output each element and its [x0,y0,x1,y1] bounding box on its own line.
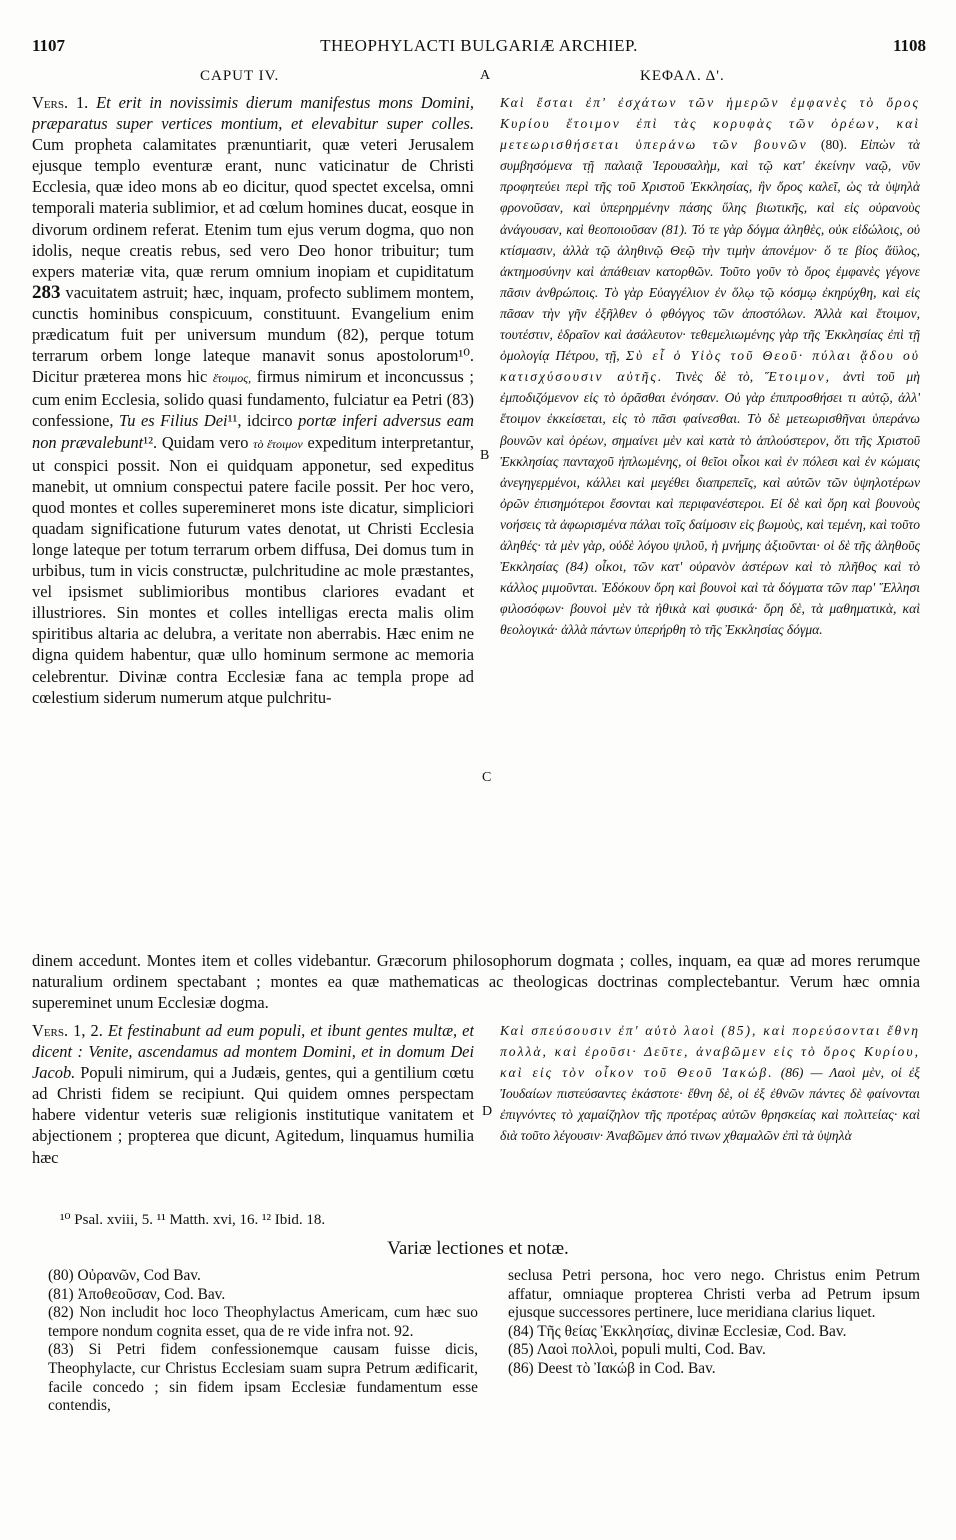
scripture-footnotes: ¹⁰ Psal. xviii, 5. ¹¹ Matth. xvi, 16. ¹² Ibid. 18. [60,1212,326,1228]
greek-verse: Καὶ ἔσται ἐπ' ἐσχάτων τῶν ἡμερῶν ἐμφανὲς τὸ ὄρος Κυρίου ἕτοιμον ἐπὶ τὰς κορυφὰς τῶν ὀρέων, καὶ μετεωρισθήσεται ὑπεράνω τῶν βουνῶν [500,95,920,153]
note-item: (80) Οὐρανῶν, Cod Bav. [48,1267,201,1284]
margin-letter-c: C [482,770,492,785]
verse-label: Vers. 1, 2. [32,1021,103,1040]
latin-full-width-text: dinem accedunt. Montes item et colles videbantur. Græcorum philosophorum dogmata ; colles, inquam, ea quæ ad mores rerumque naturalium ordinem spectabant ; montes ea quæ mathematicas ac theologicas doctrinas complectebantur. Verum hæc omnia supereminet unum Ecclesiæ dogma. [32,951,920,1013]
verse-quote: Et festinabunt ad eum populi, et ibunt gentes multæ, et dicent : Venite, ascendamus ad montem Domini, et in domum Dei Jacob. [32,1021,474,1083]
latin-text: firmus nimirum et inconcussus ; cum enim Ecclesia, solido quasi fundamento, fulciatur ea Petri (83) confessione, [32,367,474,431]
note-ref: (80). [820,137,847,153]
greek-text: (86) — Λαοὶ μὲν, οἱ ἐξ Ἰουδαίων πιστεύσαντες ἑκάστοτε· ἔθνη δὲ, οἱ ἐξ ἐθνῶν πάντες δὲ φαίνονται ἐπιγνόντες τὸ χαμαίζηλον τῆς προτέρας αὐτῶν θρησκείας καὶ πολιτείας· καὶ διὰ τοῦτο λέγουσιν· Ἀναβῶμεν ἀπό τινων χθαμαλῶν ἐπὶ τὰ ὑψηλὰ [500,1065,920,1144]
latin-text: Populi nimirum, qui a Judæis, gentes, qui a gentilium cœtu ad Christi fidem se recipiunt. Qui quidem omnes perspectam habere videntur veteris suæ religionis institutique vanitatem et abjectionem ; propterea que dicunt, Agitedum, linquamus humilia hæc [32,1063,474,1167]
latin-text: Quidam vero [161,432,249,452]
latin-column [32,92,474,949]
footnote-ref: ¹¹ [227,411,238,431]
running-header [32,36,926,60]
margin-letter-b: B [480,448,490,463]
margin-letter-a: A [480,68,491,83]
note-item: (83) Si Petri fidem confessionemque causam fuisse dicis, Theophylacte, cur Christus Ecclesiam suam supra Petrum ædificarit, facile concedo ; sin fidem ipsam Ecclesiæ fundamentum esse contendis, [48,1341,478,1415]
greek-verse: Καὶ σπεύσουσιν ἐπ' αὐτὸ λαοὶ (85), καὶ πορεύσονται ἔθνη πολλὰ, καὶ ἐροῦσι· Δεῦτε, ἀναβῶμεν εἰς τὸ ὄρος Κυρίου, καὶ εἰς τὸν οἶκον τοῦ Θεοῦ Ἰακώβ. [500,1023,920,1081]
notes-right [508,1267,920,1379]
note-item: (85) Λαοὶ πολλοὶ, populi multi, Cod. Bav. [508,1341,766,1359]
latin-column-2 [32,1020,474,1204]
greek-column [500,92,920,949]
verse-label: Vers. 1. [32,93,89,112]
greek-word: τὸ ἕτοιμον [253,436,303,451]
footnote-ref: ¹². [143,432,158,452]
note-continuation: seclusa Petri persona, hoc vero nego. Christus enim Petrum affatur, omniaque propterea Christi verba ad Petrum ipsum ejusque successores pertinere, luce meridiana clarius liquet. [508,1267,920,1322]
greek-chapter-heading: ΚΕΦΑΛ. Δ'. [640,68,725,84]
note-item: (81) Ἀποθεοῦσαν, Cod. Bav. [48,1285,226,1303]
greek-text: Εἰπὼν τὰ συμβησόμενα τῇ παλαιᾷ Ἱερουσαλὴμ, καὶ τῷ κατ' ἐκείνην ναῷ, νῦν προφητεύει περὶ τῆς τοῦ Χριστοῦ Ἐκκλησίας, ἣν ὄρος καλεῖ, ὡς τὰ ὑψηλὰ φρονοῦσαν, καὶ ὑπερηρμένην πάσης ὕλης βιωτικῆς, καὶ εἰς οὐρανοὺς ἀνάγουσαν, καὶ θεοποιοῦσαν (81). Τό τε γὰρ δόγμα ἀληθὲς, οὐκ εἰδώλοις, οὐ κτίσμασιν, ἀλλὰ τῷ ἀληθινῷ Θεῷ τὴν τιμὴν ἀπονέμον· ὅ τε βίος ἄϋλος, ἀκτημοσύνην καὶ ἀπάθειαν κατορθῶν. Τοῦτο γοῦν τὸ ὄρος ἐμφανὲς γέγονε πᾶσιν ἀνθρώποις. Τὸ γὰρ Εὐαγγέλιον ἐν ὅλῳ τῷ κόσμῳ ἐκηρύχθη, καὶ εἰς πᾶσαν τὴν γῆν ἐξῆλθεν ὁ φθόγγος τῶν ἀποστόλων. Ἀλλὰ καὶ ἕτοιμον, τουτέστιν, ἑδραῖον καὶ ἀσάλευτον· τεθεμελιωμένης γὰρ τῆς Ἐκκλησίας ἐπὶ τῇ ὁμολογίᾳ Πέτρου, τῇ, [500,137,920,364]
column-number: 283 [32,281,61,303]
scripture-quote: Tu es Filius Dei [119,411,228,431]
greek-column-2 [500,1020,920,1204]
greek-text: ἀντὶ τοῦ μὴ ἐμποδιζόμενον εἰς τὸ ὁρᾶσθαι ἐνόησαν. Οὐ γὰρ ἐπιπροσθήσει τι αὐτῷ, ἀλλ' ἕτοιμον ἐκκείσεται, εἰς τὸ πᾶσι φαίνεσθαι. Τὸ δὲ μετεωρισθῆναι ὑπεράνω βουνῶν καὶ ὀρέων, σημαίνει μὲν καὶ κατὰ τὸ ἁπλούστερον, ὅτι τῆς Χριστοῦ Ἐκκλησίας πανταχοῦ ἡπλωμένης, οἱ θεῖοι οἶκοι καὶ ἐν πόλεσι καὶ ἐν κώμαις ἀνεγηγερμένοι, κάλλει καὶ μεγέθει διαπρεπεῖς, καὶ αὐτῶν τῶν ὑψηλοτέρων ὀρῶν ἐπισημότεροι ἔσονται καὶ περιφανέστεροι. Εἰ δὲ καὶ ὄρη καὶ βουνοὺς νοήσεις τὰ ἀφωρισμένα πάλαι τοῖς δαίμοσιν εἰς βωμοὺς, καὶ τεμένη, καὶ τοῦτο ἀληθές· τὰ μὲν γὰρ, οὐδὲ λόγου ψιλοῦ, ἡ μνήμης ἀξιοῦνται· οἱ δὲ τῆς ἀληθοῦς Ἐκκλησίας (84) οἶκοι, τῶν κατ' οὐρανὸν ἀστέρων καὶ τὸ πλῆθος καὶ τὸ κάλλος μιμοῦνται. Ἐδόκουν ὄρη καὶ βουνοὶ καὶ τὰ δόγματα τῶν παρ' Ἕλλησι φιλοσόφων· βουνοὶ μὲν τὰ ἠθικὰ καὶ φυσικά· ὄρη δὲ, τὰ μαθηματικὰ, καὶ θεολογικά· ἀλλὰ πάντων ὑπερήρθη τὸ τῆς Ἐκκλησίας δόγμα. [500,369,920,638]
verse-quote: Et erit in novissimis dierum manifestus mons Domini, præparatus super vertices montium, et elevabitur super colles. [32,93,474,134]
latin-text: Cum propheta calamitates prænuntiarit, quæ veteri Jerusalem ejusque templo eventuræ erant, nunc vaticinatur de Christi Ecclesia, quæ ideo mons ab eo dicitur, quod spectet excelsa, omni temporali materia sublimior, et ad cœlum homines ducat, eosque in divorum ordinem referat. Etenim tum ejus verum dogma, quo non idolis, neque creatis rebus, sed vero Deo honor tribuitur; tum expers materiæ vita, quæ rerum omnium inopiam et cupiditatum [32,135,474,281]
note-item: (84) Τῆς θείας Ἐκκλησίας, divinæ Ecclesiæ, Cod. Bav. [508,1322,847,1340]
latin-text: , idcirco [237,411,293,431]
scripture-quote: portæ inferi adversus eam non prævalebunt [32,411,474,452]
latin-text: expeditum interpretantur, ut conspici possit. Non ei quidquam apponetur, sed expeditus manebit, ut omnium conspectui patere facile possit. Per hoc vero, quod montes et colles superemineret mons iste dicatur, simpliciori quadam significatione futurum vates denotat, ut Christi Ecclesia longe lateque per totum terrarum orbem diffusa, Dei domus tum in urbibus, tum in vicis constructæ, pulchritudine ac mole præstantes, vel ipsismet sublimioribus montibus clariores evadant et illustriores. Sin montes et colles intelligas erecta malis olim spiritibus altaria ac delubra, a veritate non aberrabis. Hæc enim ne digna quidem habentur, quæ ullo hominum sermone ac memoria celebrentur. Divinæ contra Ecclesiæ fana ac templa prope ad cœlestium siderum numerum atque pulchritu- [32,432,474,707]
variae-title: Variæ lectiones et notæ. [387,1238,569,1259]
note-item: (82) Non includit hoc loco Theophylactus Americam, cum hæc suo tempore nondum cognita esset, qua de re vide infra not. 92. [48,1304,478,1340]
latin-chapter-heading: CAPUT IV. [200,68,280,84]
page-number-left: 1107 [32,36,66,55]
greek-quote: Σὺ εἶ ὁ Υἱὸς τοῦ Θεοῦ· πύλαι ᾅδου οὐ κατισχύσουσιν αὐτῆς. [500,348,920,385]
greek-word: ἕτοιμος, [212,371,252,386]
margin-letter-d: D [482,1104,493,1119]
latin-text: vacuitatem astruit; hæc, inquam, profecto sublimem montem, cunctis hominibus conspicuum, constituunt. Evangelium enim prædicatum fuit per universum mundum (82), perque totum terrarum orbem longe lateque manavit sonus apostolorum¹⁰. Dicitur præterea mons hic [32,282,474,387]
running-title: THEOPHYLACTI BULGARIÆ ARCHIEP. [320,36,638,55]
greek-word: Ἕτοιμον, [764,369,832,385]
notes-left [48,1267,478,1416]
page-number-right: 1108 [892,36,926,55]
greek-text: Τινὲς δὲ τὸ, [675,369,754,385]
note-item: (86) Deest τὸ Ἰακώβ in Cod. Bav. [508,1359,716,1377]
